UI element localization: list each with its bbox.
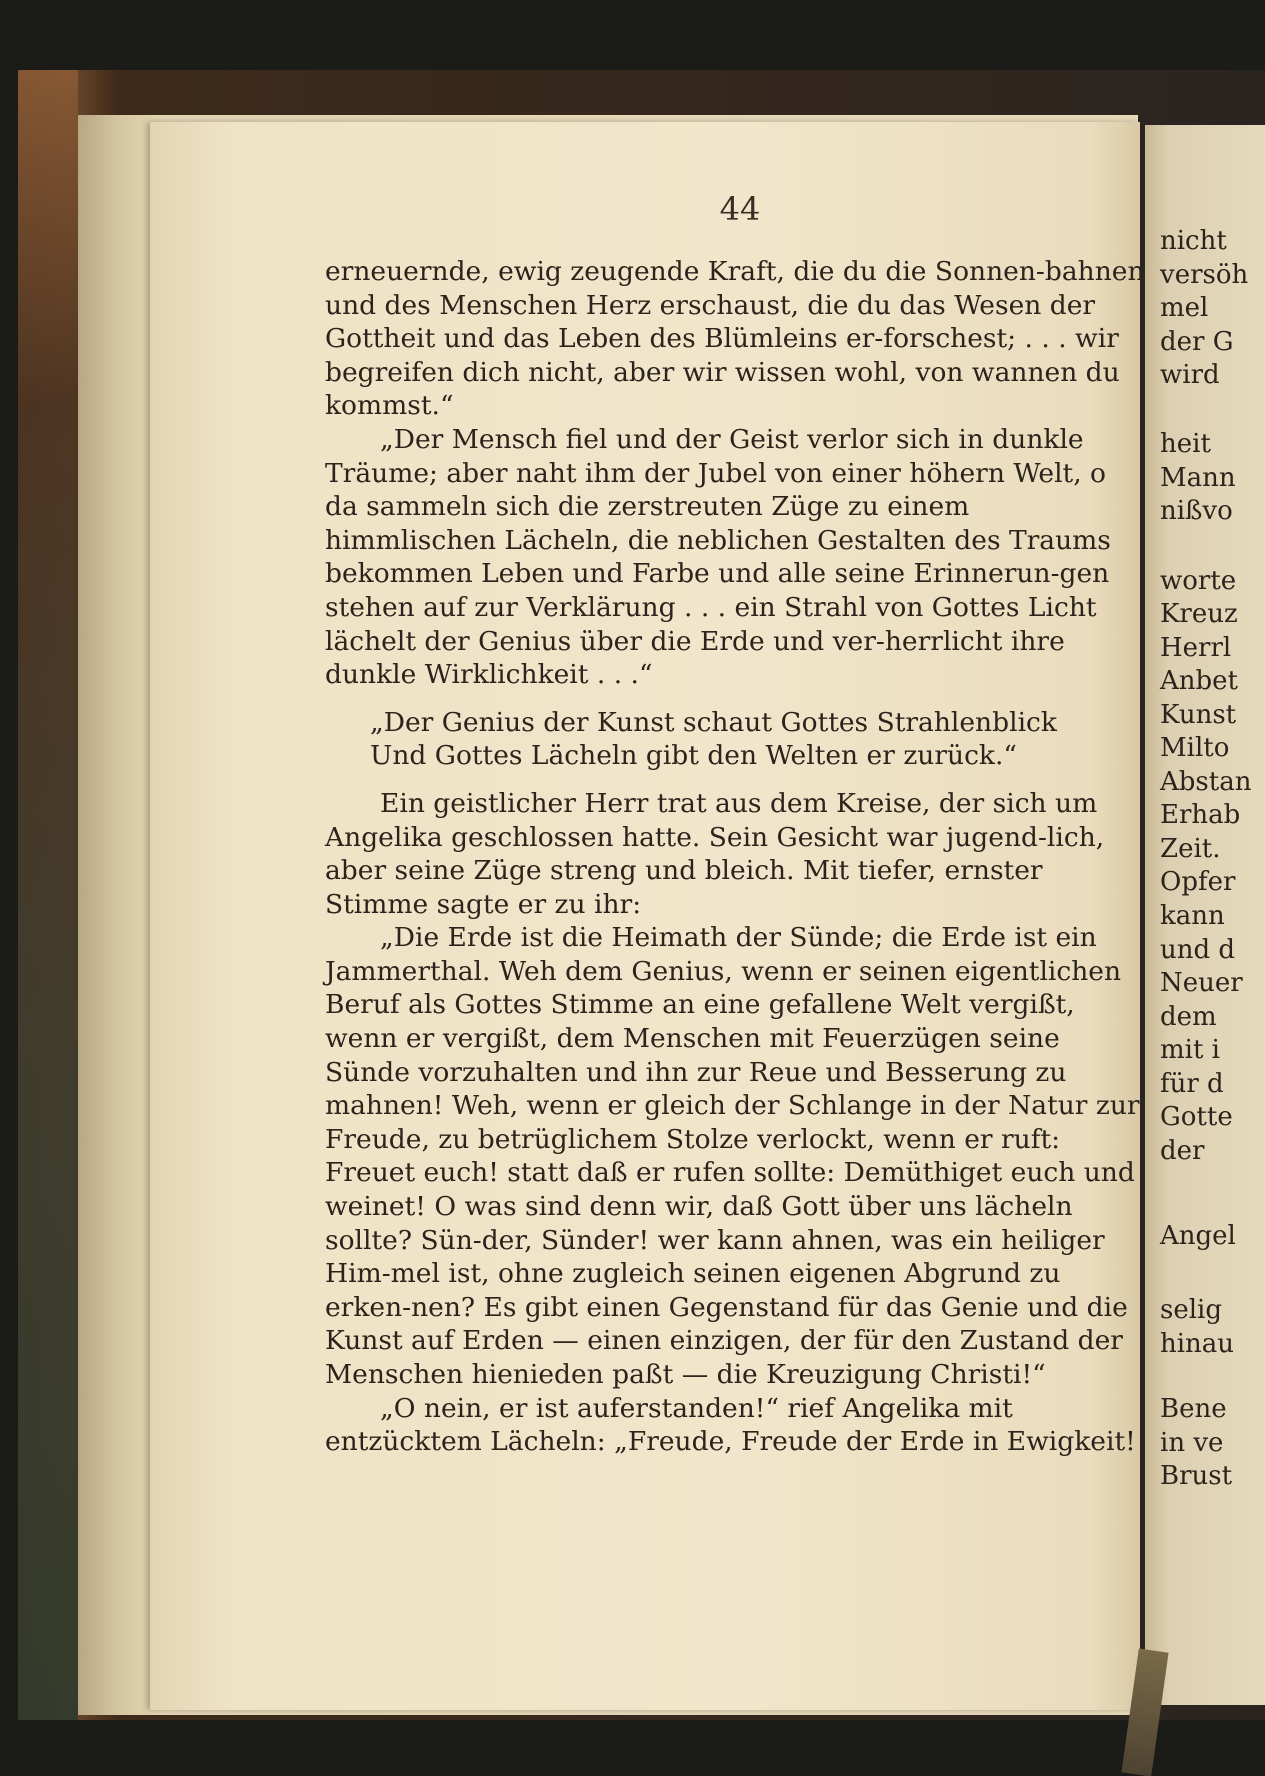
edge-fragment: und d [1160,935,1236,965]
edge-fragment: der G [1160,327,1234,357]
edge-fragment: selig [1160,1295,1223,1325]
edge-fragment: dem [1160,1002,1217,1032]
edge-fragment: Kunst [1160,700,1237,730]
edge-fragment: Angel [1160,1221,1236,1251]
edge-fragment: der [1160,1136,1205,1166]
edge-fragment: Bene [1160,1394,1227,1424]
edge-fragment: kann [1160,901,1225,931]
edge-fragment: mit i [1160,1035,1220,1065]
book-spine [18,70,78,1720]
verse-quote [370,706,1145,773]
edge-fragment: Brust [1160,1461,1233,1491]
edge-fragment: Erhab [1160,800,1241,830]
edge-fragment: worte [1160,566,1237,596]
edge-fragment: nißvo [1160,496,1233,526]
verse-line: „Der Genius der Kunst schaut Gottes Strahlenblick [370,706,1057,738]
edge-fragment: für d [1160,1069,1224,1099]
page-text [325,255,1145,1459]
edge-fragment: heit [1160,429,1211,459]
edge-fragment: Anbet [1160,666,1238,696]
edge-fragment: Neuer [1160,968,1243,998]
edge-fragment: versöh [1160,260,1249,290]
edge-fragment: Herrl [1160,633,1232,663]
edge-fragment: Milto [1160,733,1230,763]
edge-fragment: Opfer [1160,867,1236,897]
edge-fragment: Zeit. [1160,834,1221,864]
paragraph: „Die Erde ist die Heimath der Sünde; die Erde ist ein Jammerthal. Weh dem Genius, wenn er seinen eigentlichen Beruf als Gottes Stimme an eine gefallene Welt vergißt, wenn er vergißt, dem Menschen mit Feuerzügen seine Sünde vorzuhalten und ihn zur Reue und Besserung zu mahnen! Weh, wenn er gleich der Schlange in der Natur zur Freude, zu betrüglichem Stolze verlockt, wenn er ruft: Freuet euch! statt daß er rufen sollte: Demüthiget euch und weinet! O was sind denn wir, daß Gott über uns lächeln sollte? Sün-der, Sünder! wer kann ahnen, was ein heiliger Him-mel ist, ohne zugleich seinen eigenen Abgrund zu erken-nen? Es gibt einen Gegenstand für das Genie und die Kunst auf Erden — einen einzigen, der für den Zustand der Menschen hienieden paßt — die Kreuzigung Christi!“ [325,922,1140,1390]
verse-line: Und Gottes Lächeln gibt den Welten er zurück.“ [370,740,1017,772]
edge-fragment: Abstan [1160,767,1252,797]
edge-fragment: wird [1160,360,1220,390]
edge-fragment: mel [1160,293,1209,323]
edge-fragment: hinau [1160,1329,1235,1359]
paragraph: erneuernde, ewig zeugende Kraft, die du die Sonnen-bahnen und des Menschen Herz erschaust, die du das Wesen der Gottheit und das Leben des Blümleins er-forschest; . . . wir begreifen dich nicht, aber wir wissen wohl, von wannen du kommst.“ [325,256,1145,422]
page-number: 44 [719,190,761,228]
edge-fragment: Gotte [1160,1102,1233,1132]
edge-fragment: Kreuz [1160,599,1238,629]
paragraph: Ein geistlicher Herr trat aus dem Kreise, der sich um Angelika geschlossen hatte. Sein Gesicht war jugend-lich, aber seine Züge streng und bleich. Mit tiefer, ernster Stimme sagte er zu ihr: [325,787,1105,920]
edge-fragment: nicht [1160,226,1227,256]
edge-fragment: in ve [1160,1428,1224,1458]
edge-fragment: Mann [1160,463,1236,493]
paragraph: „Der Mensch fiel und der Geist verlor sich in dunkle Träume; aber naht ihm der Jubel von einer höhern Welt, o da sammeln sich die zerstreuten Züge zu einem himmlischen Lächeln, die neblichen Gestalten des Traums bekommen Leben und Farbe und alle seine Erinnerun-gen stehen auf zur Verklärung . . . ein Strahl von Gottes Licht lächelt der Genius über die Erde und ver-herrlicht ihre dunkle Wirklichkeit . . .“ [325,423,1111,691]
paragraph: „O nein, er ist auferstanden!“ rief Angelika mit entzücktem Lächeln: „Freude, Freude der Erde in Ewigkeit! [325,1392,1136,1458]
